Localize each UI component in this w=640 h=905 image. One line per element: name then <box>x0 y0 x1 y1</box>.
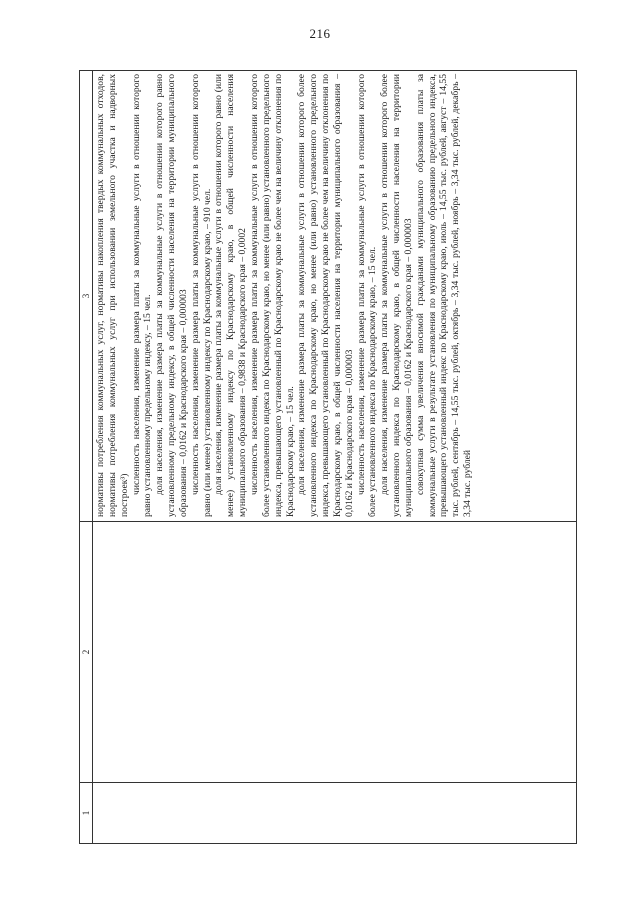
paragraph: совокупная сумма увеличения вносимой гражданами муниципального образования платы за коммунальные услуги в результате установления по муниципальному образованию предельного индекса, превышающего установленный индекс по Краснодарскому краю, июль – 14,55 тыс. рублей, август – 14,55 тыс. рублей, сентябрь – 14,55 тыс. рублей, октябрь – 3,34 тыс. рублей, ноябрь – 3,34 тыс. рублей, декабрь – 3,34 тыс. рублей <box>414 74 474 517</box>
table-header-row <box>80 71 93 844</box>
data-table <box>79 70 577 844</box>
header-col-1: 1 <box>80 783 93 844</box>
table-row <box>93 71 577 844</box>
paragraph: доля населения, изменение размера платы за коммунальные услуги в отношении которого более установленного индекса по Краснодарскому краю, в общей численности населения на территории муниципального образования – 0,0162 и Краснодарского края – 0,000003 <box>379 74 414 517</box>
header-col-3: 3 <box>80 71 93 522</box>
cell-col-2 <box>93 522 577 783</box>
paragraph: доля населения, изменение размера платы за коммунальные услуги в отношении которого равно (или менее) установленному индексу по Краснодарскому краю, в общей численности населения муниципального образования – 0,9838 и Краснодарского края – 0,0002 <box>213 74 249 517</box>
cell-col-3 <box>93 71 577 522</box>
rotated-table <box>79 74 577 844</box>
paragraph: доля населения, изменение размера платы за коммунальные услуги в отношении которого равно установленному предельному индексу, в общей численности населения на территории муниципального образования – 0,0162 и Краснодарского края – 0,000003 <box>154 74 189 517</box>
page-number: 216 <box>309 26 331 41</box>
cell-text <box>93 71 474 521</box>
paragraph: доля населения, изменение размера платы за коммунальные услуги в отношении которого более установленного индекса по Краснодарскому краю, но менее (или равно) установленного предельного индекса, превышающего установленный по Краснодарскому краю не более чем на величину отклонения по Краснодарскому краю, в общей численности населения на территории муниципального образования – 0,0162 и Краснодарского края – 0,000003 <box>296 74 355 517</box>
paragraph: численность населения, изменение размера платы за коммунальные услуги в отношении которого равно установленному предельному индексу, – 15 чел. <box>130 74 154 517</box>
paragraph: численность населения, изменение размера платы за коммунальные услуги в отношении которого более установленного индекса по Краснодарскому краю, но менее (или равно) установленного предельного индекса, превышающего установленный по Краснодарскому краю не более чем на величину отклонения по Краснодарскому краю, – 15 чел. <box>248 74 296 517</box>
paragraph: нормативы потребления коммунальных услуг, нормативы накопления твердых коммунальных отходов, нормативы потребления коммунальных услуг при использовании земельного участка и надворных построек³) <box>95 74 130 517</box>
cell-col-1 <box>93 783 577 844</box>
paragraph: численность населения, изменение размера платы за коммунальные услуги в отношении которого равно (или менее) установленному индексу по Краснодарскому краю, – 910 чел. <box>189 74 213 517</box>
paragraph: численность населения, изменение размера платы за коммунальные услуги в отношении которого более установленного индекса по Краснодарскому краю, – 15 чел. <box>355 74 379 517</box>
header-col-2: 2 <box>80 522 93 783</box>
